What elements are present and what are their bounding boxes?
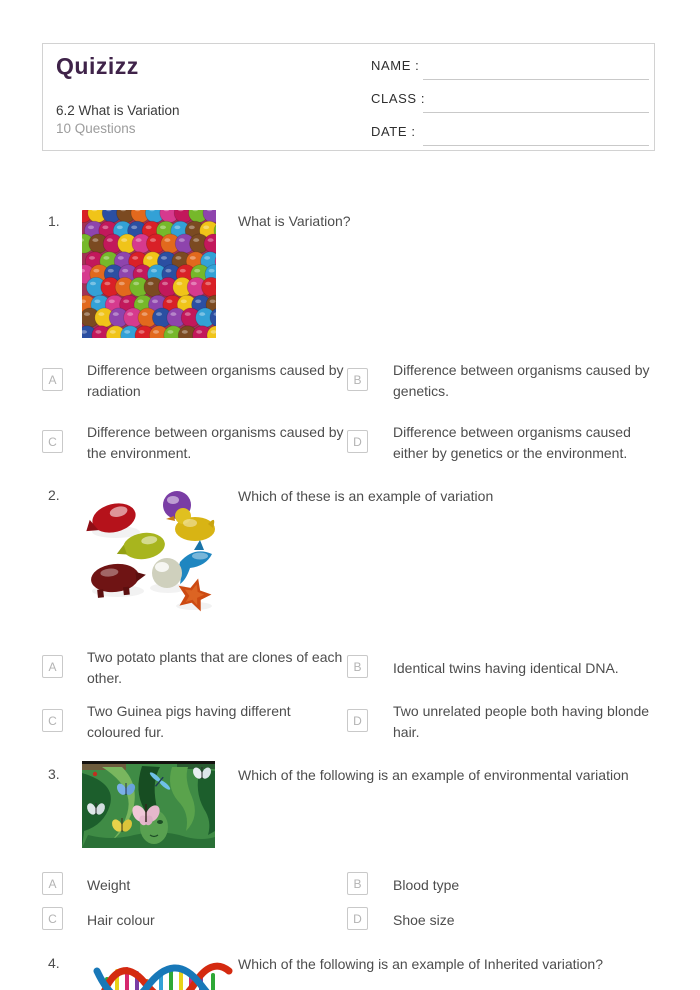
option-letter-box: B	[347, 655, 368, 678]
q2-option-b	[347, 647, 663, 697]
option-text: Weight	[87, 877, 131, 893]
candy-buttons-illustration	[82, 210, 216, 338]
question-2-text: Which of these is an example of variation	[238, 488, 494, 504]
candies-layer	[82, 210, 216, 338]
green-painting-illustration	[82, 761, 215, 848]
question-1-image	[82, 210, 216, 338]
option-text: Hair colour	[87, 912, 155, 928]
option-text: Blood type	[393, 877, 460, 893]
header-box	[42, 43, 655, 151]
option-letter-box: D	[347, 430, 368, 453]
q1-option-a	[42, 360, 342, 410]
q2-option-d	[347, 701, 663, 751]
q1-option-d	[347, 422, 663, 472]
option-letter-box: C	[42, 709, 63, 732]
date-writein-line	[423, 145, 649, 146]
question-4-number: 4.	[48, 955, 60, 971]
quizizz-logo: Quizizz	[56, 53, 139, 79]
option-text: Shoe size	[393, 912, 455, 928]
class-field	[371, 91, 651, 113]
option-letter-box: C	[42, 907, 63, 930]
quiz-title: 6.2 What is Variation	[56, 103, 180, 118]
option-letter-box: A	[42, 368, 63, 391]
option-letter-box: D	[347, 709, 368, 732]
option-letter-box: A	[42, 872, 63, 895]
clear-sphere-figurine	[152, 558, 182, 588]
question-1-number: 1.	[48, 213, 60, 229]
option-letter-box: A	[42, 655, 63, 678]
option-letter-box: B	[347, 872, 368, 895]
option-text: Identical twins having identical DNA.	[393, 660, 619, 676]
option-letter-box: C	[42, 430, 63, 453]
option-text: Difference between organisms caused by genetics.	[393, 362, 650, 399]
question-4-text: Which of the following is an example of Inherited variation?	[238, 956, 603, 972]
q1-option-c	[42, 422, 342, 472]
q2-option-a	[42, 647, 342, 697]
quiz-question-count: 10 Questions	[56, 121, 136, 136]
dna-helix-illustration	[93, 957, 233, 990]
option-letter-box: B	[347, 368, 368, 391]
q1-option-b	[347, 360, 663, 410]
date-label: DATE :	[371, 124, 416, 139]
name-label: NAME :	[371, 58, 420, 73]
q2-option-c	[42, 701, 342, 751]
class-label: CLASS :	[371, 91, 426, 106]
question-3-text: Which of the following is an example of environmental variation	[238, 767, 629, 783]
q3-option-c	[42, 907, 342, 957]
date-field	[371, 124, 651, 146]
question-2-number: 2.	[48, 487, 60, 503]
option-text: Difference between organisms caused by the environment.	[87, 424, 344, 461]
option-text: Difference between organisms caused either by genetics or the environment.	[393, 424, 631, 461]
option-text: Two unrelated people both having blonde hair.	[393, 703, 650, 740]
glass-figurines-illustration	[82, 488, 217, 612]
name-writein-line	[423, 79, 649, 80]
question-2-image	[82, 488, 217, 612]
question-3-image	[82, 761, 215, 848]
option-text: Two potato plants that are clones of each other.	[87, 649, 343, 686]
q3-option-d	[347, 907, 663, 957]
question-3-number: 3.	[48, 766, 60, 782]
question-1-text: What is Variation?	[238, 213, 351, 229]
class-writein-line	[423, 112, 649, 113]
name-field	[371, 58, 651, 80]
option-text: Difference between organisms caused by radiation	[87, 362, 344, 399]
option-text: Two Guinea pigs having different coloured fur.	[87, 703, 291, 740]
question-4-image	[93, 957, 233, 990]
option-letter-box: D	[347, 907, 368, 930]
